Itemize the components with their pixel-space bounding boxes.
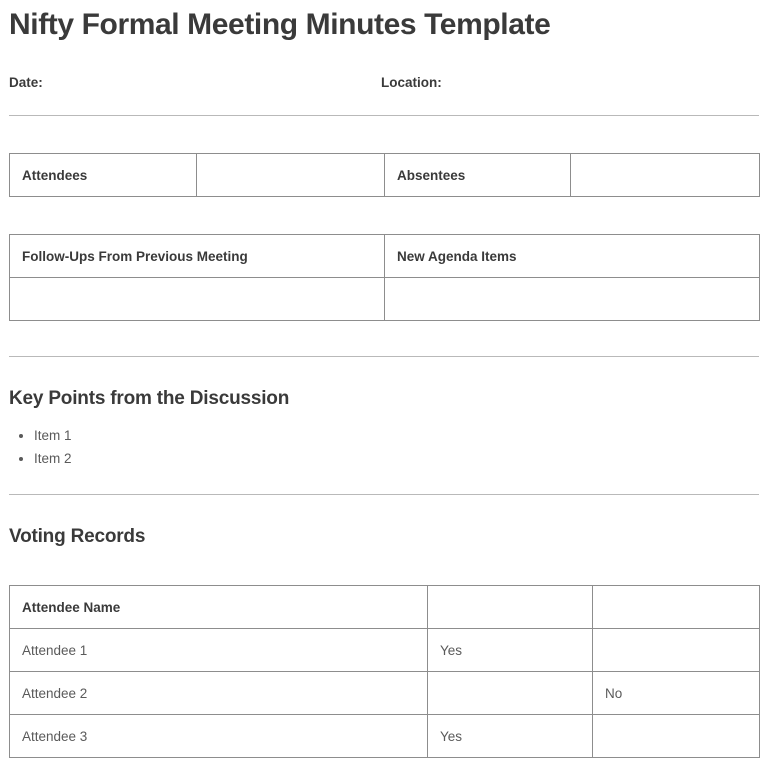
attendee-name-cell[interactable]: Attendee 1: [10, 629, 428, 672]
list-item[interactable]: • Item 1: [34, 425, 759, 448]
followups-agenda-table: [9, 234, 760, 321]
absentees-header-cell[interactable]: Absentees: [385, 154, 571, 197]
vote-yes-cell[interactable]: Yes: [428, 715, 593, 758]
attendee-name-cell[interactable]: Attendee 3: [10, 715, 428, 758]
followups-value-cell[interactable]: [10, 278, 385, 321]
attendee-name-header-cell[interactable]: Attendee Name: [10, 586, 428, 629]
table-row: [10, 629, 760, 672]
vote-no-cell[interactable]: [593, 715, 760, 758]
attendees-table: [9, 153, 760, 197]
vote-yes-cell[interactable]: [428, 672, 593, 715]
vote-no-cell[interactable]: [593, 629, 760, 672]
divider-top: [9, 115, 759, 116]
table-row: [10, 235, 760, 278]
vote-no-header-cell[interactable]: [593, 586, 760, 629]
table-row: [10, 672, 760, 715]
voting-records-table: [9, 585, 760, 758]
attendee-name-cell[interactable]: Attendee 2: [10, 672, 428, 715]
list-item[interactable]: • Item 2: [34, 448, 759, 471]
attendees-table-body: [10, 154, 760, 197]
vote-yes-header-cell[interactable]: [428, 586, 593, 629]
table-row: [10, 154, 760, 197]
date-label: Date:: [9, 75, 43, 90]
new-agenda-items-value-cell[interactable]: [385, 278, 760, 321]
key-points-heading: Key Points from the Discussion: [9, 388, 290, 409]
voting-records-table-body: [10, 586, 760, 758]
absentees-value-cell[interactable]: [571, 154, 760, 197]
voting-records-heading: Voting Records: [9, 526, 146, 547]
meta-row: [9, 75, 759, 105]
table-row: [10, 278, 760, 321]
attendees-value-cell[interactable]: [197, 154, 385, 197]
location-label: Location:: [381, 75, 442, 90]
vote-no-cell[interactable]: No: [593, 672, 760, 715]
followups-table-body: [10, 235, 760, 321]
attendees-header-cell[interactable]: Attendees: [10, 154, 197, 197]
new-agenda-items-header-cell[interactable]: New Agenda Items: [385, 235, 760, 278]
followups-header-cell[interactable]: Follow-Ups From Previous Meeting: [10, 235, 385, 278]
table-row: [10, 715, 760, 758]
table-row: [10, 586, 760, 629]
key-points-list: [9, 425, 759, 470]
vote-yes-cell[interactable]: Yes: [428, 629, 593, 672]
page-title: Nifty Formal Meeting Minutes Template: [9, 8, 551, 41]
